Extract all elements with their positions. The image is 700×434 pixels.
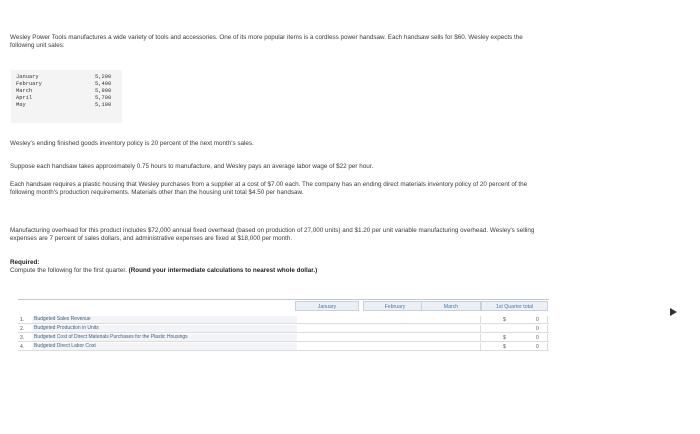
intro-paragraph: Wesley Power Tools manufactures a wide variety of tools and accessories. One of its more popular items is a cordless power handsaw. Each handsaw sells for $60. Wesley expects the following unit sales:	[10, 34, 523, 49]
units-value: 5,700	[95, 95, 112, 101]
total-value: 0	[536, 317, 539, 323]
rounding-note: (Round your intermediate calculations to nearest whole dollar.)	[128, 267, 318, 274]
budget-table	[18, 299, 549, 369]
dollar-sign: $	[503, 344, 506, 350]
units-value: 5,400	[95, 81, 112, 87]
total-value: 0	[536, 335, 539, 341]
required-label: Required:	[10, 259, 40, 266]
col-header-january: January	[295, 301, 359, 311]
row-label: Budgeted Direct Labor Cost	[32, 343, 297, 350]
unit-sales-row	[11, 81, 122, 88]
dollar-sign: $	[503, 317, 506, 323]
month-label: April	[16, 95, 33, 101]
table-header	[18, 300, 549, 313]
row-label: Budgeted Production in Units	[32, 325, 297, 332]
inventory-policy-text: Wesley's ending finished goods inventory policy is 20 percent of the next month's sales.	[10, 140, 254, 147]
units-value: 5,100	[95, 102, 112, 108]
required-instructions	[10, 267, 542, 275]
required-heading	[10, 259, 542, 267]
table-row	[18, 316, 549, 324]
col-header-march: March	[421, 301, 481, 311]
overhead-text: Manufacturing overhead for this product includes $72,000 annual fixed overhead (based on production of 27,000 units) and $1.20 per unit variable manufacturing overhead. Wesley's selling expenses are 7 percent of sales dollars, and administrative expenses are fixed at $18,000 per month.	[10, 227, 535, 242]
table-row	[18, 343, 549, 351]
total-value: 0	[536, 344, 539, 350]
units-value: 5,200	[95, 74, 112, 80]
month-label: May	[16, 102, 26, 108]
month-label: February	[16, 81, 42, 87]
required-text: Compute the following for the first quarter.	[10, 267, 127, 274]
mouse-pointer-icon	[670, 308, 677, 316]
table-row	[18, 334, 549, 342]
row-number: 2.	[20, 326, 25, 332]
row-number: 3.	[20, 335, 25, 341]
total-value: 0	[536, 326, 539, 332]
unit-sales-row	[11, 88, 122, 95]
units-value: 5,900	[95, 88, 112, 94]
unit-sales-row	[11, 95, 122, 102]
row-number: 1.	[20, 317, 25, 323]
table-row	[18, 325, 549, 333]
month-label: January	[16, 74, 39, 80]
labor-text: Suppose each handsaw takes approximately 0.75 hours to manufacture, and Wesley pays an average labor wage of $22 per hour.	[10, 163, 374, 170]
unit-sales-row	[11, 74, 122, 81]
dollar-sign: $	[503, 335, 506, 341]
row-number: 4.	[20, 344, 25, 350]
col-header-quarter-total: 1st Quarter total	[481, 301, 548, 311]
col-header-february: February	[363, 301, 427, 311]
row-label: Budgeted Sales Revenue	[32, 316, 297, 323]
unit-sales-row	[11, 102, 122, 109]
materials-text: Each handsaw requires a plastic housing that Wesley purchases from a supplier at a cost of $7.00 each. The company has an ending direct materials inventory policy of 20 percent of the following month's production requirements. Materials other than the housing unit total $4.50 per handsaw.	[10, 181, 528, 196]
row-label: Budgeted Cost of Direct Materials Purchases for the Plastic Housings	[32, 334, 297, 341]
unit-sales-table	[11, 70, 122, 123]
month-label: March	[16, 88, 33, 94]
